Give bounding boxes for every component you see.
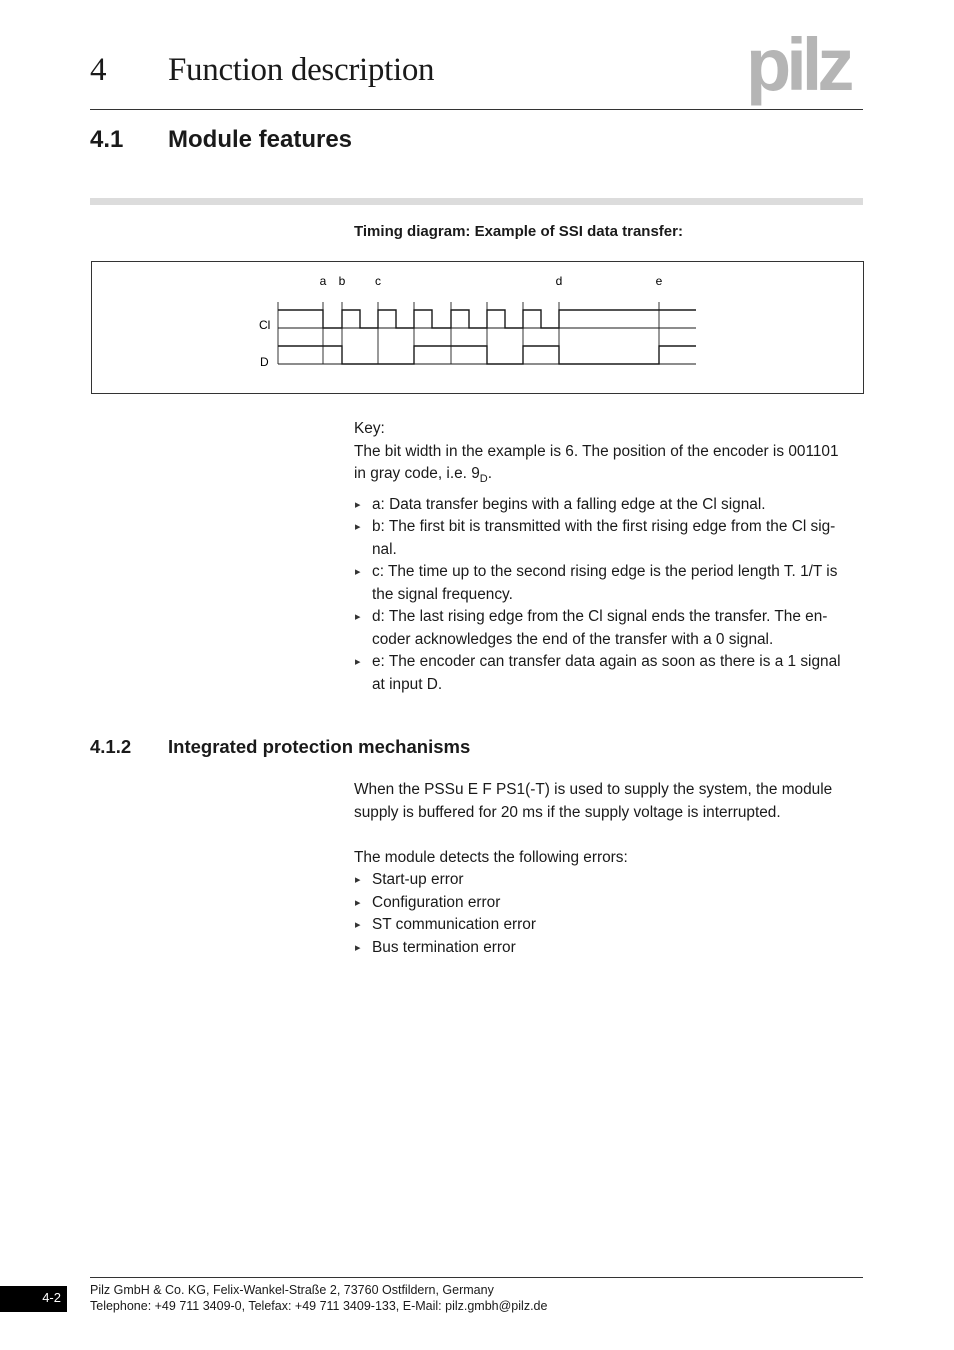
footer-contact: Telephone: +49 711 3409-0, Telefax: +49 711 3409-133, E-Mail: pilz.gmbh@pilz.de — [90, 1299, 548, 1313]
header-divider — [90, 109, 863, 110]
errors-intro: The module detects the following errors: — [354, 848, 628, 866]
chapter-title: Function description — [168, 52, 435, 88]
list-item: ▸ e: The encoder can transfer data again as soon as there is a 1 signal at input D. — [355, 653, 841, 693]
protection-para-line1: When the PSSu E F PS1(-T) is used to supply the system, the module — [354, 781, 833, 798]
key-intro-prefix: in gray code, i.e. 9 — [354, 465, 480, 482]
error-list — [354, 869, 864, 959]
bullet-arrow-icon: ▸ — [355, 896, 361, 909]
subsection-number: 4.1.2 — [90, 736, 132, 757]
key-intro-line2 — [354, 463, 864, 491]
key-heading: Key: — [354, 420, 385, 437]
bullet-arrow-icon: ▸ — [355, 919, 361, 931]
list-item: ▸ b: The first bit is transmitted with the first rising edge from the Cl sig- nal. — [355, 518, 836, 558]
bullet-arrow-icon: ▸ — [355, 521, 361, 534]
bullet-arrow-icon: ▸ — [355, 941, 361, 954]
list-item: ▸ a: Data transfer begins with a falling edge at the Cl signal. — [354, 494, 864, 517]
key-list — [354, 494, 864, 697]
timing-diagram — [91, 261, 864, 394]
subsection-title: Integrated protection mechanisms — [168, 736, 471, 757]
section-title: Module features — [168, 126, 353, 153]
list-item: ▸ c: The time up to the second rising edge is the period length T. 1/T is the signal frequency. — [355, 563, 838, 603]
signal-label-d: D — [260, 355, 269, 369]
bullet-arrow-icon: ▸ — [355, 874, 361, 886]
section-number: 4.1 — [90, 126, 124, 153]
list-item: ▸ Bus termination error — [354, 937, 864, 960]
bullet-arrow-icon: ▸ — [355, 498, 361, 511]
d-signal-waveform — [278, 346, 696, 364]
protection-text — [354, 779, 864, 959]
marker-e: e — [655, 274, 663, 288]
list-item: ▸ d: The last rising edge from the Cl signal ends the transfer. The en- coder acknowledges the end of the transfer with a 0 signal. — [355, 608, 828, 648]
marker-c: c — [375, 274, 381, 288]
timing-diagram-svg — [92, 262, 863, 393]
page-number: 4-2 — [0, 1286, 67, 1312]
chapter-number: 4 — [90, 52, 107, 88]
section-separator-bar — [90, 198, 863, 205]
footer-address: Pilz GmbH & Co. KG, Felix-Wankel-Straße 2, 73760 Ostfildern, Germany — [90, 1283, 494, 1297]
key-intro-suffix: . — [487, 465, 492, 482]
protection-para-line2: supply is buffered for 20 ms if the supply voltage is interrupted. — [354, 803, 781, 821]
marker-b: b — [338, 274, 346, 288]
figure-caption: Timing diagram: Example of SSI data transfer: — [354, 223, 683, 240]
bullet-arrow-icon: ▸ — [355, 566, 361, 579]
key-intro-subscript: D — [479, 473, 488, 486]
list-item: ▸ Configuration error — [354, 892, 864, 915]
marker-d: d — [555, 274, 563, 288]
bullet-arrow-icon: ▸ — [355, 656, 361, 669]
key-intro-line1: The bit width in the example is 6. The position of the encoder is 001101 — [354, 442, 839, 460]
pilz-logo: pilz — [746, 23, 850, 106]
footer-divider — [90, 1277, 863, 1278]
signal-label-cl: Cl — [259, 318, 271, 332]
diagram-key — [354, 418, 864, 696]
bullet-arrow-icon: ▸ — [355, 611, 361, 624]
cl-signal-waveform — [278, 310, 696, 328]
list-item: ▸ Start-up error — [354, 869, 864, 892]
list-item: ▸ ST communication error — [354, 914, 864, 937]
marker-a: a — [319, 274, 327, 288]
